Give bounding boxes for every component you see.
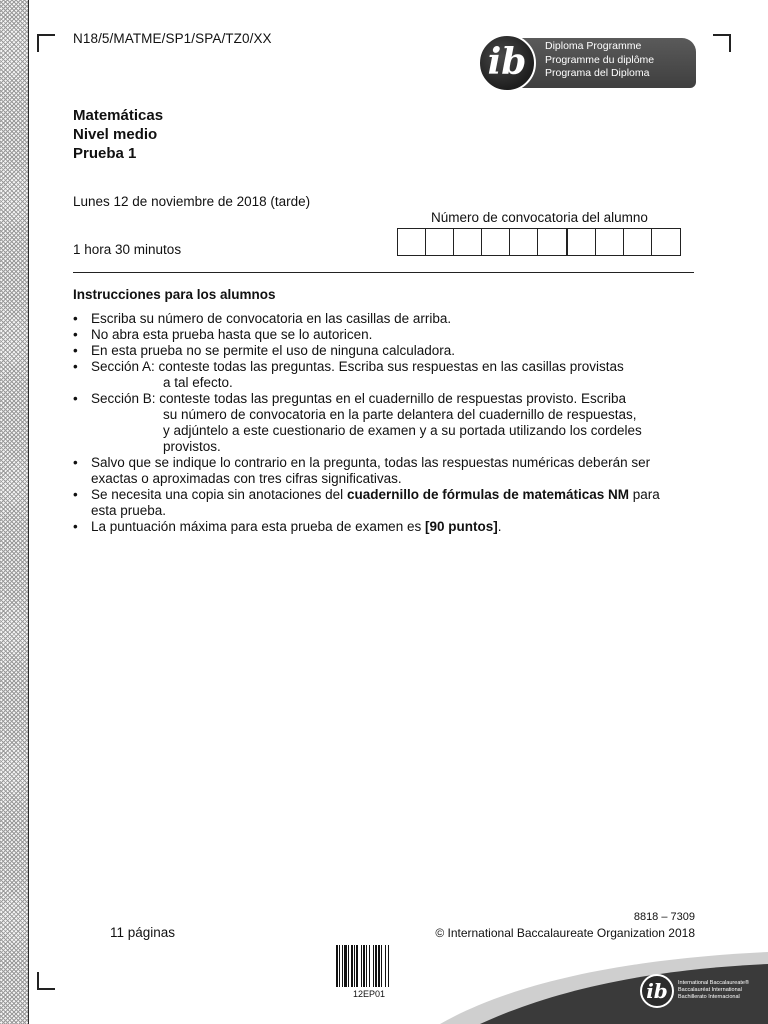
bullet-icon: • [73,487,78,502]
candidate-digit-box[interactable] [453,228,483,256]
barcode-label: 12EP01 [352,989,386,999]
instruction-item: • La puntuación máxima para esta prueba de examen es [90 puntos]. [73,519,502,534]
candidate-digit-box[interactable] [567,228,597,256]
perforated-edge [0,0,29,1024]
footer-swoosh [440,930,768,1024]
instruction-item: • En esta prueba no se permite el uso de ninguna calculadora. [73,343,455,358]
subject-block [73,106,163,163]
subject-title: Matemáticas [73,107,164,124]
bullet-icon: • [73,327,78,342]
candidate-digit-box[interactable] [509,228,539,256]
bullet-icon: • [73,359,78,374]
instruction-item: • Sección B: conteste todas las preguntas en el cuadernillo de respuestas provisto. Escriba su número de convocatoria en la parte delantera del cuadernillo de respuestas, y adjúntelo a este cuestionario de examen y a su portada utilizando los cordeles provistos. [73,391,642,454]
paper-number: Prueba 1 [73,145,137,162]
programme-line-fr: Programme du diplôme [545,53,655,66]
bullet-icon: • [73,391,78,406]
candidate-digit-box[interactable] [397,228,427,256]
copyright-notice: © International Baccalaureate Organization 2018 [435,926,695,940]
bullet-icon: • [73,311,78,326]
crop-mark-top-right [713,34,731,52]
org-line-fr: Baccalauréat International [678,987,742,993]
candidate-digit-box[interactable] [537,228,567,256]
programme-line-en: Diploma Programme [545,40,642,52]
page-count: 11 páginas [110,925,176,940]
bullet-icon: • [73,343,78,358]
document-code: 8818 – 7309 [633,911,695,923]
candidate-digit-box[interactable] [425,228,455,256]
candidate-digit-box[interactable] [595,228,625,256]
crop-mark-top-left [37,34,55,52]
crop-mark-bottom-left [37,972,55,990]
instructions-list [73,311,698,535]
paper-code: N18/5/MATME/SP1/SPA/TZ0/XX [73,31,272,46]
exam-duration: 1 hora 30 minutos [73,242,182,257]
instruction-item: • No abra esta prueba hasta que se lo autoricen. [73,327,373,342]
bullet-icon: • [73,519,78,534]
instruction-item: • Sección A: conteste todas las preguntas. Escriba sus respuestas en las casillas provistas a tal efecto. [73,359,624,390]
ib-emblem-icon: ib [478,34,536,92]
instruction-item: • Salvo que se indique lo contrario en la pregunta, todas las respuestas numéricas deberán ser exactas o aproximadas con tres cifras significativas. [73,455,651,486]
bullet-icon: • [73,455,78,470]
org-line-es: Bachillerato Internacional [678,994,740,1000]
exam-date: Lunes 12 de noviembre de 2018 (tarde) [73,194,311,209]
header-divider [73,272,694,273]
instruction-item: • Se necesita una copia sin anotaciones del cuadernillo de fórmulas de matemáticas NM para esta prueba. [73,487,660,518]
ib-programme-logo [478,34,696,92]
programme-line-es: Programa del Diploma [545,67,650,79]
candidate-number-boxes[interactable] [397,228,679,256]
ib-footer-emblem-icon: ib [640,974,674,1008]
candidate-number-label: Número de convocatoria del alumno [431,210,648,225]
org-line-en: International Baccalaureate® [678,980,750,986]
barcode-icon [336,945,402,987]
instruction-item: • Escriba su número de convocatoria en las casillas de arriba. [73,311,452,326]
candidate-digit-box[interactable] [481,228,511,256]
candidate-digit-box[interactable] [651,228,681,256]
organisation-names [678,980,749,1001]
programme-names [545,40,654,81]
subject-level: Nivel medio [73,126,158,143]
candidate-digit-box[interactable] [623,228,653,256]
instructions-title: Instrucciones para los alumnos [73,287,276,302]
